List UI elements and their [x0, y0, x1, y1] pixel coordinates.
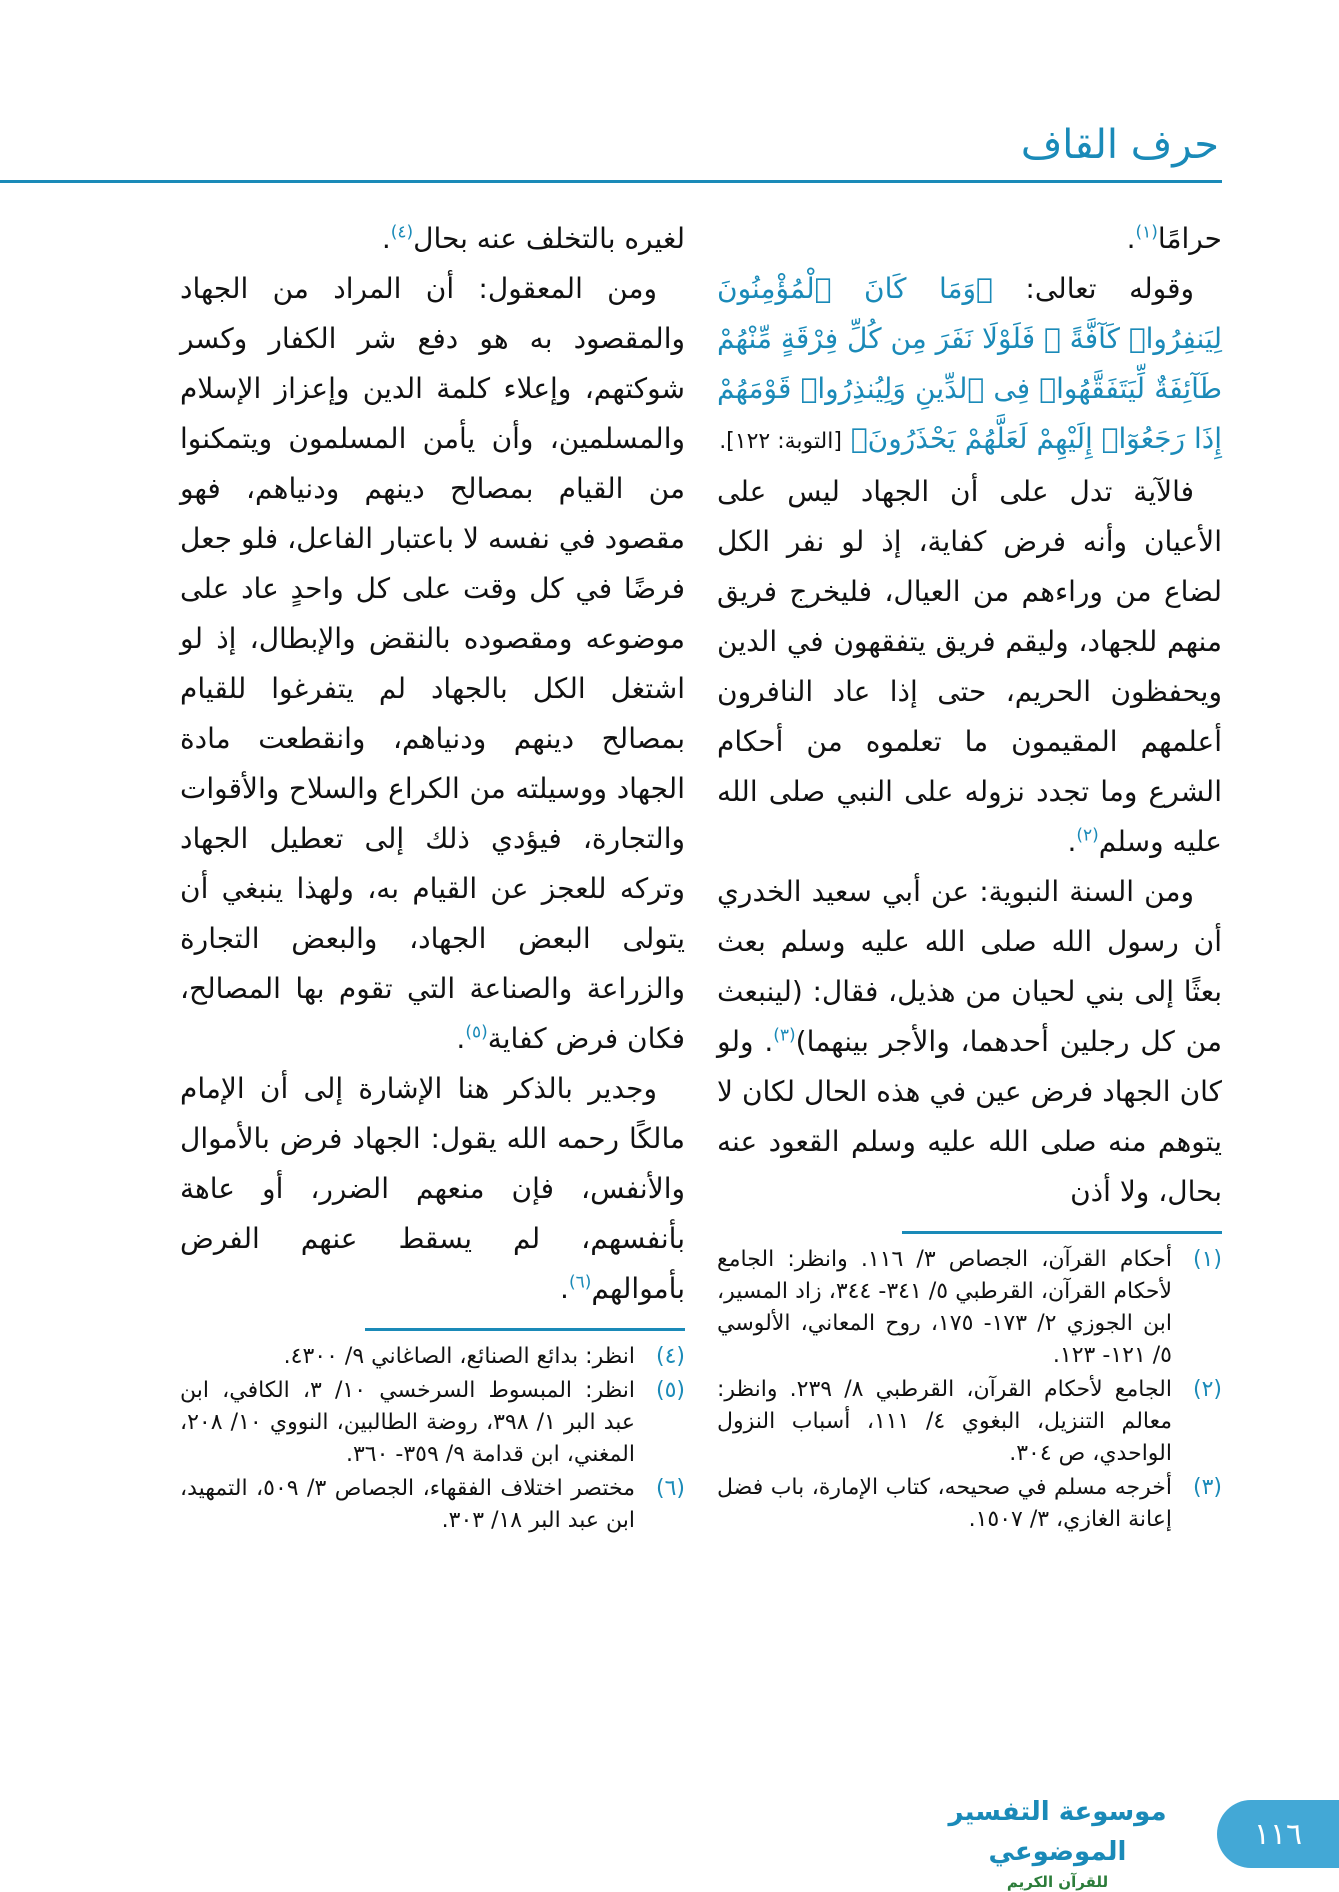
chapter-title: حرف القاف: [1020, 122, 1219, 168]
spacer: [0, 1539, 1339, 1559]
encyclopedia-logo: [935, 1792, 1180, 1892]
paragraph: وجدير بالذكر هنا الإشارة إلى أن الإمام مالكًا رحمه الله يقول: الجهاد فرض بالأموال والأنفس، فإن منعهم الضرر، أو عاهة بأنفسهم، لم يسقط عنهم الفرض بأموالهم$^{(٦)}$.: [180, 1072, 685, 1305]
footnote-ref[interactable]: (٣): [773, 1025, 796, 1046]
footnotes-right: [717, 1231, 1222, 1538]
right-column: [717, 214, 1222, 1539]
header-divider: [0, 180, 1222, 183]
footnote-ref[interactable]: (٦): [568, 1272, 592, 1293]
footnote: [717, 1374, 1222, 1470]
footnote-text: الجامع لأحكام القرآن، القرطبي ٨/ ٢٣٩. وانظر: معالم التنزيل، البغوي ٤/ ١١١، أسباب النزول الواحدي، ص ٣٠٤.: [717, 1377, 1173, 1466]
paragraph: [717, 264, 1222, 467]
columns: [0, 200, 1339, 1539]
footnote-number: (٥): [655, 1378, 685, 1403]
footnote: [180, 1473, 685, 1537]
text: ومن المعقول: أن المراد من الجهاد والمقصود به هو دفع شر الكفار وكسر شوكتهم، وإعلاء كلمة الدين وإعزاز الإسلام والمسلمين، وأن يأمن المسلمون ويتمكنوا من القيام بمصالح دينهم ودنياهم، فهو مقصود في نفسه لا باعتبار الفاعل، فلو جعل فرضًا في كل وقت على كل واحدٍ عاد على موضوعه ومقصوده بالنقض والإبطال، إذ لو اشتغل الكل بالجهاد لم يتفرغوا للقيام بمصالح دينهم ودنياهم، وانقطعت مادة الجهاد ووسيلته من الكراع والسلاح والأقوات والتجارة، فيؤدي ذلك إلى تعطيل الجهاد وتركه للعجز عن القيام به، ولهذا ينبغي أن يتولى البعض الجهاد، والبعض التجارة والزراعة والصناعة التي تقوم بها المصالح، فكان فرض كفاية: [180, 272, 685, 1055]
paragraph: لغيره بالتخلف عنه بحال$^{(٤)}$.: [381, 222, 685, 255]
footnote-ref[interactable]: (١): [1135, 222, 1158, 243]
footnote-text: انظر: بدائع الصنائع، الصاغاني ٩/ ٤٣٠٠.: [283, 1344, 635, 1369]
footnote-divider: [365, 1328, 685, 1331]
footnote-number: (٣): [1192, 1475, 1222, 1500]
text: وقوله تعالى:: [1025, 272, 1195, 305]
paragraph: حرامًا$^{(١)}$.: [1126, 222, 1222, 255]
page-number: ١١٦: [1217, 1800, 1339, 1868]
footnote-ref[interactable]: (٤): [390, 222, 414, 243]
text: فالآية تدل على أن الجهاد ليس على الأعيان وأنه فرض كفاية، إذ لو نفر الكل لضاع من وراءهم من العيال، فليخرج فريق منهم للجهاد، وليقم فريق يتفقهون في الدين ويحفظون الحريم، حتى إذا عاد النافرون أعلمهم المقيمون ما تعلموه من أحكام الشرع وما تجدد نزوله على النبي صلى الله عليه وسلم: [717, 475, 1222, 858]
footnote-ref[interactable]: (٥): [465, 1022, 488, 1043]
logo-subtitle: للقرآن الكريم: [1006, 1873, 1109, 1891]
footnotes-left: [180, 1328, 685, 1539]
text: وجدير بالذكر هنا الإشارة إلى أن الإمام مالكًا رحمه الله يقول: الجهاد فرض بالأموال والأنفس، فإن منعهم الضرر، أو عاهة بأنفسهم، لم يسقط عنهم الفرض بأموالهم: [180, 1072, 685, 1305]
paragraph: ومن المعقول: أن المراد من الجهاد والمقصود به هو دفع شر الكفار وكسر شوكتهم، وإعلاء كلمة الدين وإعزاز الإسلام والمسلمين، وأن يأمن المسلمون ويتمكنوا من القيام بمصالح دينهم ودنياهم، فهو مقصود في نفسه لا باعتبار الفاعل، فلو جعل فرضًا في كل وقت على كل واحدٍ عاد على موضوعه ومقصوده بالنقض والإبطال، إذ لو اشتغل الكل بالجهاد لم يتفرغوا للقيام بمصالح دينهم ودنياهم، وانقطعت مادة الجهاد ووسيلته من الكراع والسلاح والأقوات والتجارة، فيؤدي ذلك إلى تعطيل الجهاد وتركه للعجز عن القيام به، ولهذا ينبغي أن يتولى البعض الجهاد، والبعض التجارة والزراعة والصناعة التي تقوم بها المصالح، فكان فرض كفاية$^{(٥)}$.: [180, 272, 685, 1055]
footnote: [180, 1375, 685, 1471]
text: حرامًا: [1157, 222, 1222, 255]
body-text: [717, 214, 1222, 1217]
footnote-number: (١): [1192, 1247, 1222, 1272]
paragraph: فالآية تدل على أن الجهاد ليس على الأعيان وأنه فرض كفاية، إذ لو نفر الكل لضاع من وراءهم من العيال، فليخرج فريق منهم للجهاد، وليقم فريق يتفقهون في الدين ويحفظون الحريم، حتى إذا عاد النافرون أعلمهم المقيمون ما تعلموه من أحكام الشرع وما تجدد نزوله على النبي صلى الله عليه وسلم$^{(٢)}$.: [717, 475, 1222, 858]
footnote-text: أحكام القرآن، الجصاص ٣/ ١١٦. وانظر: الجامع لأحكام القرآن، القرطبي ٥/ ٣٤١- ٣٤٤، زاد المسير، ابن الجوزي ٢/ ١٧٣- ١٧٥، روح المعاني، الألوسي ٥/ ١٢١- ١٢٣.: [717, 1247, 1173, 1368]
footnote-ref[interactable]: (٢): [1076, 825, 1099, 846]
footnote-text: انظر: المبسوط السرخسي ١٠/ ٣، الكافي، ابن عبد البر ١/ ٣٩٨، روضة الطالبين، النووي ١٠/ ٢٠٨، المغني، ابن قدامة ٩/ ٣٥٩- ٣٦٠.: [180, 1378, 636, 1467]
body-text: [180, 214, 685, 1314]
paragraph: [717, 867, 1222, 1217]
text: ومن السنة النبوية: عن أبي سعيد الخدري أن رسول الله صلى الله عليه وسلم بعث بعثًا إلى بني لحيان من هذيل، فقال: (لينبعث من كل رجلين أحدهما، والأجر بينهما): [717, 875, 1222, 1058]
footnote-text: أخرجه مسلم في صحيحه، كتاب الإمارة، باب فضل إعانة الغازي، ٣/ ١٥٠٧.: [717, 1475, 1172, 1532]
footnote-number: (٤): [655, 1344, 685, 1369]
text: . ولو كان الجهاد فرض عين في هذه الحال لكان لا يتوهم منه صلى الله عليه وسلم القعود عنه بحال، ولا أذن: [717, 1025, 1222, 1208]
logo-title: موسوعة التفسير الموضوعي: [948, 1797, 1167, 1867]
footnote-number: (٢): [1192, 1377, 1222, 1402]
footnote: [717, 1472, 1222, 1536]
left-column: [180, 214, 685, 1539]
footnote: [180, 1341, 685, 1373]
quran-verse: ﴿وَمَا كَانَ ٱلْمُؤْمِنُونَ لِيَنفِرُوا۟ كَآفَّةً ۚ فَلَوْلَا نَفَرَ مِن كُلِّ فِرْقَةٍ مِّنْهُمْ طَآئِفَةٌ لِّيَتَفَقَّهُوا۟ فِى ٱلدِّينِ وَلِيُنذِرُوا۟ قَوْمَهُمْ إِذَا رَجَعُوٓا۟ إِلَيْهِمْ لَعَلَّهُمْ يَحْذَرُونَ﴾: [717, 272, 1222, 455]
footnote-divider: [902, 1231, 1222, 1234]
footer: [0, 1780, 1339, 1890]
text: لغيره بالتخلف عنه بحال: [413, 222, 685, 255]
verse-source: [التوبة: ١٢٢].: [719, 429, 842, 454]
footnote-number: (٦): [655, 1476, 685, 1501]
footnote: [717, 1244, 1222, 1372]
header: [0, 0, 1339, 200]
footnote-text: مختصر اختلاف الفقهاء، الجصاص ٣/ ٥٠٩، التمهيد، ابن عبد البر ١٨/ ٣٠٣.: [180, 1476, 636, 1533]
